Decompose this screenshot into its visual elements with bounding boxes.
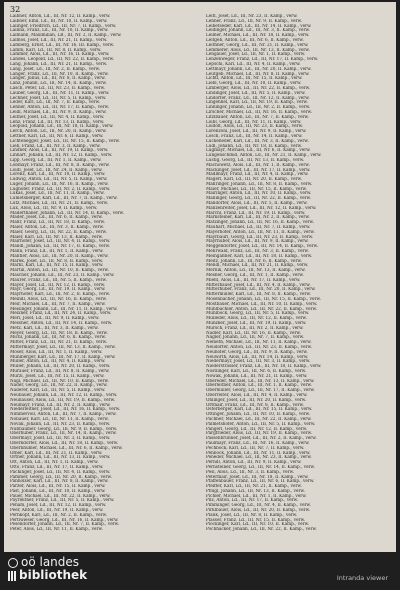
entry-line: Meir, Michael, Ld., III, Nr. 7, II. Kamp., verw.	[10, 301, 106, 306]
entry-line: Neubauer, Johann, Ld., III, Nr. 12, II. Kamp., verw.	[10, 392, 118, 397]
entry-line: Peer, Anton, Ld., III, Nr. 19, II. Kamp., verw.	[10, 508, 104, 513]
viewer-label[interactable]: Intranda viewer	[336, 574, 388, 582]
entry-line: Loidolt, Alois, Ld., III, Nr. 23, II. Kamp., verw.	[206, 124, 304, 129]
entry-line: Nimmervoll, Anton, Ld., III, Nr. 7, II. Kamp., verw.	[10, 412, 117, 417]
logo-text-line2: bibliothek	[19, 568, 88, 582]
entry-line: Oberndorfer, Alois, Ld., III, Nr. 18, II. Kamp., verw.	[10, 440, 119, 445]
entry-line: Pechböck, Karl, Ld., III, Nr. 7, II. Kamp., verw.	[206, 445, 305, 450]
right-text-column	[206, 14, 390, 542]
entry-line: Liebl, Georg, Ld., III, Nr. 10, II. Kamp., verw.	[206, 81, 302, 86]
entry-line: Linninger, Johann, Ld., III, Nr. 2, II. Kamp., verw.	[206, 105, 311, 110]
logo-text-line1: oö landes	[21, 555, 80, 569]
entry-line: Pertlwieser, Georg, Ld., III, Nr. 16, II. Kamp., verw.	[10, 517, 119, 522]
entry-line: Lungenschmid, Anton, Ld., III, Nr. 21, II. Kamp., verw.	[206, 153, 322, 158]
entry-line: Meitz, Johann, Ld., III, Nr. 6, II. Kamp., verw.	[206, 258, 302, 263]
entry-line: Markl, Karl, Ld., III, Nr. 15, II. Kamp., verw.	[10, 263, 104, 268]
entry-line: Luckeneder, Karl, Ld., III, Nr. 3, II. Kamp., verw.	[206, 138, 309, 143]
entry-line: Öhlinger, Josef, Ld., III, Nr. 20, II. Kamp., verw.	[206, 397, 307, 402]
logo-bars-icon	[8, 571, 16, 581]
entry-line: Murauer, Franz, Ld., III, Nr. 8, II. Kamp., verw.	[10, 368, 110, 373]
entry-line: Pesendorfer, Johann, Ld., III, Nr. 7, II. Kamp., verw.	[10, 522, 120, 527]
entry-line: Neudorfer, Anton, Ld., III, Nr. 23, II. Kamp., verw.	[206, 344, 312, 349]
entry-line: Manzenreiter, Josef, Ld., III, Nr. 12, II. Kamp., verw.	[206, 205, 317, 210]
entry-line: Panholzer, Karl, Ld., III, Nr. 8, II. Kamp., verw.	[10, 479, 109, 484]
entry-line: Leibetseder, Karl, Ld., III, Nr. 14, II. Kamp., verw.	[206, 23, 312, 28]
entry-line: Lösch, Franz, Ld., III, Nr. 14, II. Kamp., verw.	[206, 133, 303, 138]
entry-line: Mairhofer, Josef, Ld., III, Nr. 4, II. Kamp., verw.	[10, 239, 111, 244]
entry-line: Mühlberger, Karl, Ld., III, Nr. 17, II. Kamp., verw.	[10, 354, 116, 359]
entry-line: Maier, Anton, Ld., III, Nr. 3, II. Kamp., verw.	[10, 225, 104, 230]
entry-line: Pachinger, Josef, Ld., III, Nr. 4, II. Kamp., verw.	[10, 469, 111, 474]
entry-line: Mittermüller, Karl, Ld., III, Nr. 8, II. Kamp., verw.	[206, 292, 311, 297]
entry-line: Plasser, Franz, Ld., III, Nr. 15, II. Kamp., verw.	[206, 517, 306, 522]
entry-line: Lingenhel, Karl, Ld., III, Nr. 19, II. Kamp., verw.	[206, 100, 308, 105]
entry-line: Lengauer, Josef, Ld., III, Nr. 1, II. Kamp., verw.	[206, 52, 306, 57]
entry-line: Mallinger, Georg, Ld., III, Nr. 22, II. Kamp., verw.	[206, 196, 311, 201]
entry-line: Lorenzoni, Josef, Ld., III, Nr. 9, II. Kamp., verw.	[206, 129, 307, 134]
entry-line: Lobmayr, Franz, Ld., III, Nr. 8, II. Kamp., verw.	[10, 162, 110, 167]
entry-line: Mantler, Alois, Ld., III, Nr. 20, II. Kamp., verw.	[10, 253, 109, 258]
entry-line: Neuwirth, Alois, Ld., III, Nr. 14, II. Kamp., verw.	[206, 354, 309, 359]
entry-line: Mostbauer, Michael, Ld., III, Nr. 10, II. Kamp., verw.	[206, 301, 318, 306]
entry-line: Plöckinger, Karl, Ld., III, Nr. 10, II. Kamp., verw.	[206, 522, 310, 527]
entry-line: Pimminger, Georg, Ld., III, Nr. 4, II. Kamp., verw.	[206, 503, 311, 508]
entry-line: Nemeth, Michael, Ld., III, Nr. 11, II. Kamp., verw.	[206, 340, 312, 345]
entry-line: Lepschi, Karl, Ld., III, Nr. 4, II. Kamp., verw.	[206, 61, 301, 66]
entry-line: Past, Johann, Ld., III, Nr. 10, II. Kamp., verw.	[10, 488, 106, 493]
entry-line: Nader, Georg, Ld., III, Nr. 22, II. Kamp., verw.	[10, 383, 108, 388]
page-number: 32	[10, 5, 21, 14]
entry-line: Leitgeb, Anton, Ld., III, Nr. 6, II. Kamp., verw.	[206, 37, 304, 42]
entry-line: Naderer, Karl, Ld., III, Nr. 5, II. Kamp., verw.	[10, 388, 106, 393]
entry-line: Lichtl, Anton, Ld., III, Nr. 15, II. Kamp., verw.	[206, 76, 303, 81]
entry-line: Nußbaumer, Georg, Ld., III, Nr. 9, II. Kamp., verw.	[10, 426, 118, 431]
entry-line: Ortner, Johann, Ld., III, Nr. 13, II. Kamp., verw.	[10, 455, 111, 460]
entry-line: Litzlbauer, Anton, Ld., III, Nr. 7, II. Kamp., verw.	[206, 114, 309, 119]
entry-line: Marksteiner, Karl, Ld., III, Nr. 2, II. Kamp., verw.	[206, 215, 310, 220]
entry-line: Metz, Karl, Ld., III, Nr. 3, II. Kamp., verw.	[10, 325, 99, 330]
entry-line: Mayrhuber, Alois, Ld., III, Nr. 9, II. Kamp., verw.	[206, 239, 309, 244]
entry-line: Magerl, Karl, Ld., III, Nr. 20, II. Kamp., verw.	[206, 177, 303, 182]
entry-line: Ottinger, Johann, Ld., III, Nr. 10, II. Kamp., verw.	[206, 412, 311, 417]
entry-line: Pauer, Michael, Ld., III, Nr. 22, II. Kamp., verw.	[10, 493, 111, 498]
entry-line: Lauber, Georg, Ld., III, Nr. 11, II. Kamp., verw.	[10, 90, 110, 95]
entry-line: Lenzenweger, Franz, Ld., III, Nr. 17, II. Kamp., verw.	[206, 57, 319, 62]
entry-line: Pammer, Georg, Ld., III, Nr. 20, II. Kamp., verw.	[10, 474, 112, 479]
entry-line: Maier, Michael, Ld., III, Nr. 15, II. Kamp., verw.	[206, 186, 307, 191]
entry-line: Peter, Alois, Ld., III, Nr. 11, II. Kamp., verw.	[10, 527, 103, 532]
entry-line: Lemmerer, Alois, Ld., III, Nr. 13, II. Kamp., verw.	[206, 47, 310, 52]
entry-line: Lamm, Karl, Ld., III, Nr. 8, II. Kamp., verw.	[10, 47, 102, 52]
entry-line: Ott, Anton, Ld., III, Nr. 1, II. Kamp., verw.	[10, 460, 99, 465]
entry-line: Mesner, Georg, Ld., III, Nr. 1, II. Kamp., verw.	[206, 273, 304, 278]
entry-line: Petermair, Josef, Ld., III, Nr. 18, II. Kamp., verw.	[206, 474, 309, 479]
entry-line: Moser, Alois, Ld., III, Nr. 1, II. Kamp., verw.	[10, 349, 103, 354]
entry-line: Pesl, Alois, Ld., III, Nr. 3, II. Kamp., verw.	[206, 469, 295, 474]
entry-line: Mühlbachler, Anton, Ld., III, Nr. 22, II. Kamp., verw.	[206, 306, 317, 311]
entry-line: Perndl, Anton, Ld., III, Nr. 9, II. Kamp., verw.	[206, 460, 302, 465]
entry-line: Mahr, Franz, Ld., III, Nr. 18, II. Kamp., verw.	[10, 220, 106, 225]
entry-line: Langer, Franz, Ld., III, Nr. 10, II. Kamp., verw.	[10, 71, 109, 76]
entry-line: Leimer, Michael, Ld., III, Nr. 18, II. Kamp., verw.	[206, 33, 310, 38]
entry-line: Limberger, Alois, Ld., III, Nr. 22, II. Kamp., verw.	[206, 85, 311, 90]
entry-line: Pichler, Michael, Ld., III, Nr. 1, II. Kamp., verw.	[206, 493, 307, 498]
entry-line: Obereder, Michael, Ld., III, Nr. 13, II. Kamp., verw.	[206, 378, 315, 383]
entry-line: Mernik, Anton, Ld., III, Nr. 13, II. Kamp., verw.	[206, 268, 306, 273]
entry-line: Pachner, Michael, Ld., III, Nr. 22, II. Kamp., verw.	[206, 416, 312, 421]
entry-line: Mascher, Johann, Ld., III, Nr. 23, II. Kamp., verw.	[10, 273, 115, 278]
document-page	[4, 2, 396, 552]
entry-line: Lirscher, Michael, Ld., III, Nr. 16, II. Kamp., verw.	[206, 109, 313, 114]
entry-line: Mitter, Franz, Ld., III, Nr. 21, II. Kamp., verw.	[10, 340, 108, 345]
entry-line: Lammer, Alois, Ld., III, Nr. 16, II. Kamp., verw.	[10, 52, 110, 57]
entry-line: Lustig, Georg, Ld., III, Nr. 13, II. Kamp., verw.	[206, 157, 305, 162]
entry-line: Nöstlinger, Karl, Ld., III, Nr. 6, II. Kamp., verw.	[206, 368, 307, 373]
entry-line: Meisinger, Johann, Ld., III, Nr. 11, II. Kamp., verw.	[10, 306, 118, 311]
entry-line: Peneder, Michael, Ld., III, Nr. 23, II. Kamp., verw.	[206, 455, 312, 460]
entry-line: Matzinger, Johann, Ld., III, Nr. 16, II. Kamp., verw.	[206, 220, 314, 225]
entry-line: Mürzl, Josef, Ld., III, Nr. 15, II. Kamp., verw.	[10, 373, 105, 378]
entry-line: Nagl, Michael, Ld., III, Nr. 10, II. Kamp., verw.	[10, 378, 109, 383]
entry-line: Pernkopf, Karl, Ld., III, Nr. 2, II. Kamp., verw.	[10, 512, 108, 517]
entry-line: Leithner, Georg, Ld., III, Nr. 21, II. Kamp., verw.	[206, 42, 309, 47]
entry-line: Ortmair, Franz, Ld., III, Nr. 8, II. Kamp., verw.	[206, 402, 304, 407]
entry-line: Landes, Leopold, Ld., III, Nr. 22, II. Kamp., verw.	[10, 57, 115, 62]
entry-line: Pehböck, Johann, Ld., III, Nr. 11, II. Kamp., verw.	[206, 450, 311, 455]
entry-line: Mittermayr, Josef, Ld., III, Nr. 13, II. Kamp., verw.	[10, 344, 116, 349]
entry-line: Lipp, Georg, Ld., III, Nr. 1, II. Kamp., verw.	[10, 157, 102, 162]
entry-line: Mayer, Josef, Ld., III, Nr. 12, II. Kamp., verw.	[10, 282, 106, 287]
entry-line: Lang, Johann, Ld., III, Nr. 21, II. Kamp., verw.	[10, 61, 108, 66]
entry-line: Lehner, Franz, Ld., III, Nr. 9, II. Kamp., verw.	[206, 18, 303, 23]
entry-line: Peham, Josef, Ld., III, Nr. 12, II. Kamp., verw.	[10, 503, 107, 508]
entry-line: Nagler, Johann, Ld., III, Nr. 7, II. Kamp., verw.	[206, 335, 305, 340]
entry-line: Mayrhofer, Karl, Ld., III, Nr. 2, II. Kamp., verw.	[10, 292, 111, 297]
entry-line: Machowetz, Alois, Ld., III, Nr. 1, II. Kamp., verw.	[206, 162, 310, 167]
entry-line: Pangerl, Georg, Ld., III, Nr. 12, II. Kamp., verw.	[206, 426, 308, 431]
entry-line: Leopold, Johann, Ld., III, Nr. 18, II. Kamp., verw.	[10, 124, 114, 129]
entry-line: Lettner, Karl, Ld., III, Nr. 6, II. Kamp., verw.	[10, 133, 104, 138]
entry-line: Lalmann, Maximilian, LB., III, Nr. 2, II. Kamp., verw.	[10, 33, 122, 38]
entry-line: Mitterhuber, Franz, Ld., III, Nr. 20, II. Kamp., verw.	[206, 287, 316, 292]
entry-line: Otto, Franz, Ld., III, Nr. 17, II. Kamp., verw.	[10, 464, 104, 469]
entry-line: Lindorfer, Franz, Ld., III, Nr. 12, II. Kamp., verw.	[206, 95, 310, 100]
entry-line: Niedermayr, Josef, Ld., III, Nr. 3, II. Kamp., verw.	[206, 359, 311, 364]
entry-line: Müller, Anton, Ld., III, Nr. 4, II. Kamp., verw.	[10, 359, 106, 364]
entry-line: Leitner, Josef, Ld., III, Nr. 4, II. Kamp., verw.	[10, 114, 105, 119]
entry-line: Nowak, Johann, Ld., III, Nr. 21, II. Kamp., verw.	[206, 373, 308, 378]
entry-line: Maier, Georg, Ld., III, Nr. 22, II. Kamp., verw.	[10, 229, 107, 234]
entry-line: Lehner, Anton, Ld., III, Nr. 17, II. Kamp., verw.	[10, 105, 110, 110]
entry-line: Pfaffenbauer, Franz, Ld., III, Nr. 6, II. Kamp., verw.	[206, 479, 315, 484]
entry-line: Pöchhacker, Johann, Ld., III, Nr. 22, II. Kamp., verw.	[206, 527, 317, 532]
entry-line: Lenz, Franz, Ld., III, Nr. 13, II. Kamp., verw.	[10, 119, 105, 124]
entry-line: Meixner, Franz, Ld., III, Nr. 24, II. Kamp., verw.	[10, 311, 112, 316]
entry-line: Lieb, Franz, Ld., III, Nr. 3, II. Kamp., verw.	[10, 143, 101, 148]
entry-line: Lorenz, Karl, Ld., III, Nr. 10, II. Kamp., verw.	[10, 172, 106, 177]
entry-line: Mayr, Georg, Ld., III, Nr. 19, II. Kamp., verw.	[10, 287, 106, 292]
entry-line: Laibner, Emil, Ld., III, Nr. 10, II. Kamp., verw.	[10, 18, 108, 23]
entry-line: Münzker, Josef, Ld., III, Nr. 19, II. Kamp., verw.	[206, 321, 307, 325]
entry-line: Obernhumer, Michael, Ld., III, Nr. 6, II. Kamp., verw.	[10, 445, 123, 450]
entry-line: Martin, Anton, Ld., III, Nr. 10, II. Kamp., verw.	[10, 268, 109, 273]
entry-line: Leder, Karl, Ld., III, Nr. 7, II. Kamp., verw.	[10, 100, 101, 105]
entry-line: Lindner, Alois, Ld., III, Nr. 19, II. Kamp., verw.	[10, 148, 109, 153]
entry-line: Lanz, Johann, Ld., III, Nr. 14, II. Kamp., verw.	[10, 81, 107, 86]
entry-line: Palmetshofer, Anton, Ld., III, Nr. 5, II. Kamp., verw.	[206, 421, 316, 426]
entry-line: Lutz, Michael, Ld., III, Nr. 21, II. Kamp., verw.	[10, 201, 109, 206]
entry-line: Lerch, Anton, Ld., III, Nr. 20, II. Kamp., verw.	[10, 129, 107, 134]
entry-line: Nöbauer, Karl, Ld., III, Nr. 11, II. Kamp., verw.	[10, 416, 109, 421]
entry-line: Maurer, Franz, Ld., III, Nr. 5, II. Kamp., verw.	[10, 277, 107, 282]
entry-line: Pilz, Anton, Ld., III, Nr. 17, II. Kamp., verw.	[206, 498, 299, 503]
entry-line: Plank, Josef, Ld., III, Nr. 8, II. Kamp., verw.	[206, 512, 298, 517]
entry-line: Mackinger, Josef, Ld., III, Nr. 17, II. Kamp., verw.	[206, 167, 311, 172]
entry-line: Niederstrasser, Franz, Ld., III, Nr. 18, II. Kamp., verw.	[206, 364, 322, 369]
entry-line: Lichtenegger, Josef, Ld., III, Nr. 15, II. Kamp., verw.	[10, 138, 120, 143]
entry-line: Mösenbacher, Johann, Ld., III, Nr. 15, II. Kamp., verw.	[206, 297, 321, 302]
entry-line: Ludwig, Anton, Ld., III, Nr. 5, II. Kamp., verw.	[10, 177, 108, 182]
entry-line: Lallina, Franz, Ld., III, Nr. 10, II. Kamp., verw.	[10, 28, 109, 33]
entry-line: Pargfrieder, Alois, Ld., III, Nr. 19, II. Kamp., verw.	[206, 431, 313, 436]
entry-line: Lukas, Josef, Ld., III, Nr. 11, II. Kamp., verw.	[10, 191, 105, 196]
entry-line: Osterberger, Karl, Ld., III, Nr. 15, II. Kamp., verw.	[206, 407, 313, 412]
entry-line: Mandl, Johann, Ld., III, Nr. 17, II. Kamp., verw.	[10, 244, 111, 249]
entry-line: Payrleitner, Franz, Ld., III, Nr. 5, II. Kamp., verw.	[10, 498, 115, 503]
entry-line: Merl, Josef, Ld., III, Nr. 9, II. Kamp., verw.	[10, 316, 100, 321]
entry-line: Lalinger, Friedrich, Ld., III, Nr. 7, II. Kamp., verw.	[10, 23, 117, 28]
entry-line: Lumetsberger, Karl, Ld., III, Nr. 7, II. Kamp., verw.	[10, 196, 118, 201]
entry-line: Maderthaner, Johann, Ld., III, Nr. 14, II. Kamp., verw.	[10, 210, 125, 215]
entry-line: Obermayr, Josef, Ld., III, Nr. 3, II. Kamp., verw.	[10, 436, 111, 441]
entry-line: Linhart, Johann, Ld., III, Nr. 12, II. Kamp., verw.	[10, 153, 113, 158]
entry-line: Lugmayr, Michael, Ld., III, Nr. 6, II. Kamp., verw.	[206, 148, 311, 153]
entry-line: Mitterbauer, Josef, Ld., III, Nr. 4, II. Kamp., verw.	[206, 282, 311, 287]
entry-line: Neumayr, Franz, Ld., III, Nr. 2, II. Kamp., verw.	[10, 402, 111, 407]
entry-line: Mayrbäurl, Georg, Ld., III, Nr. 23, II. Kamp., verw.	[206, 234, 314, 239]
entry-line: Laibner, Anton, Ld., III, Nr. 12, II. Kamp., verw.	[10, 14, 111, 18]
library-logo[interactable]	[8, 556, 87, 582]
entry-line: Meyer, Georg, Ld., III, Nr. 18, II. Kamp., verw.	[10, 330, 108, 335]
entry-line: Mühlböck, Georg, Ld., III, Nr. 5, II. Kamp., verw.	[206, 311, 310, 316]
entry-line: Oberleitner, Anton, Ld., III, Nr. 1, II. Kamp., verw.	[206, 383, 312, 388]
entry-line: Ludl, Johann, Ld., III, Nr. 18, II. Kamp., verw.	[206, 143, 303, 148]
entry-line: Neuhofer, Georg, Ld., III, Nr. 9, II. Kamp., verw.	[206, 349, 308, 354]
entry-line: Leidinger, Johann, Ld., III, Nr. 3, II. Kamp., verw.	[206, 28, 310, 33]
entry-line: Mursch, Franz, Ld., III, Nr. 2, II. Kamp., verw.	[206, 325, 304, 330]
entry-line: Passenbrunner, Josef, Ld., III, Nr. 2, II. Kamp., verw.	[206, 436, 317, 441]
entry-line: Mann, Franz, Ld., III, Nr. 1, II. Kamp., verw.	[10, 249, 104, 254]
entry-line: Marchl, Franz, Ld., III, Nr. 19, II. Kamp., verw.	[206, 210, 306, 215]
entry-line: Novak, Johann, Ld., III, Nr. 23, II. Kamp., verw.	[10, 421, 111, 426]
entry-line: Meggendorfer, Josef, Ld., III, Nr. 14, II. Kamp., verw.	[206, 244, 319, 249]
entry-line: Lux, Alois, Ld., III, Nr. 9, II. Kamp., verw.	[10, 205, 98, 210]
entry-line: Mießl, Alois, Ld., III, Nr. 17, II. Kamp., verw.	[206, 277, 301, 282]
logo-circle-icon	[8, 558, 18, 568]
entry-line: Oberreiter, Alois, Ld., III, Nr. 4, II. Kamp., verw.	[206, 392, 308, 397]
entry-line: Parzer, Alois, Ld., III, Nr. 15, II. Kamp., verw.	[10, 484, 106, 489]
entry-line: Michl, Johann, Ld., III, Nr. 6, II. Kamp., verw.	[10, 335, 106, 340]
entry-line: Lechner, Josef, Ld., III, Nr. 5, II. Kamp., verw.	[10, 95, 107, 100]
entry-line: Leidl, Michael, Ld., III, Nr. 9, II. Kamp., verw.	[10, 109, 107, 114]
entry-line: Mader, Josef, Ld., III, Nr. 6, II. Kamp., verw.	[10, 215, 103, 220]
entry-line: Obermüller, Georg, Ld., III, Nr. 17, II. Kamp., verw.	[206, 388, 315, 393]
entry-line: Pfeiffer, Karl, Ld., III, Nr. 21, II. Kamp., verw.	[206, 484, 302, 489]
entry-line: Lamberg, Ernst, Ld., III, Nr. 16, III. Kamp., verw.	[10, 42, 115, 47]
entry-line: Meindl, Alois, Ld., III, Nr. 16, II. Kamp., verw.	[10, 297, 107, 302]
entry-line: Oberhuber, Franz, Ld., III, Nr. 14, II. Kamp., verw.	[10, 431, 117, 436]
entry-line: Niederleitner, Josef, Ld., III, Nr. 16, II. Kamp., verw.	[10, 407, 121, 412]
entry-line: Loibl, Georg, Ld., III, Nr. 11, II. Kamp., verw.	[206, 119, 302, 124]
entry-line: Maier, Karl, Ld., III, Nr. 13, II. Kamp., verw.	[10, 234, 103, 239]
entry-line: Ofner, Karl, Ld., III, Nr. 21, II. Kamp., verw.	[10, 450, 103, 455]
entry-line: Paulmayr, Franz, Ld., III, Nr. 16, II. Kamp., verw.	[206, 440, 310, 445]
entry-line: Mairinger, Anton, Ld., III, Nr. 10, II. Kamp., verw.	[206, 191, 312, 196]
left-text-column	[10, 14, 194, 542]
entry-line: Mehrwald, Franz, Ld., III, Nr. 3, II. Kamp., verw.	[206, 249, 309, 254]
entry-line: Loidl, Josef, Ld., III, Nr. 24, II. Kamp., verw.	[10, 167, 103, 172]
entry-line: Langer, Julius, Ld., III, Nr. 8, II. Kamp., verw.	[10, 76, 106, 81]
entry-line: Pirklbauer, Alois, Ld., III, Nr. 20, II. Kamp., verw.	[206, 508, 311, 513]
entry-line: Lettmayr, Johann, Ld., III, Nr. 20, II. Kamp., verw.	[206, 66, 312, 71]
entry-line: Mauhart, Michael, Ld., III, Nr. 7, II. Kamp., verw.	[206, 225, 311, 230]
entry-line: Madlmayr, Franz, Ld., III, Nr. 4, II. Kamp., verw.	[206, 172, 309, 177]
entry-line: Pernsteiner, Georg, Ld., III, Nr. 14, II. Kamp., verw.	[206, 464, 315, 469]
entry-line: Lalmos, Josef, Ld., III, Nr. 21, II. Kamp., verw.	[10, 37, 108, 42]
entry-line: Meingaßner, Karl, Ld., III, Nr. 18, II. Kamp., verw.	[206, 253, 313, 258]
entry-line: Leitl, Josef, Ld., III, Nr. 23, II. Kamp., verw.	[206, 14, 298, 18]
entry-line: Mandorfer, Alois, Ld., III, Nr. 5, II. Kamp., verw.	[206, 201, 308, 206]
entry-line: Lindinger, Josef, Ld., III, Nr. 5, II. Kamp., verw.	[206, 90, 306, 95]
entry-line: Luger, Johann, Ld., III, Nr. 16, II. Kamp., verw.	[10, 181, 109, 186]
entry-line: Messner, Anton, Ld., III, Nr. 14, II. Kamp., verw.	[10, 321, 113, 325]
entry-line: Mahringer, Johann, Ld., III, Nr. 8, II. Kamp., verw.	[206, 181, 313, 186]
entry-line: Neuhauser, Alois, Ld., III, Nr. 19, II. Kamp., verw.	[10, 397, 116, 402]
entry-line: Leutgeb, Michael, Ld., III, Nr. 8, II. Kamp., verw.	[206, 71, 310, 76]
entry-line: Müller, Johann, Ld., III, Nr. 20, II. Kamp., verw.	[10, 364, 111, 369]
entry-line: Lang, Josef, Ld., III, Nr. 2, II. Kamp., verw.	[10, 66, 100, 71]
entry-line: Nadler, Karl, Ld., III, Nr. 16, II. Kamp., verw.	[206, 330, 301, 335]
entry-line: Mülleder, Alois, Ld., III, Nr. 12, II. Kamp., verw.	[206, 316, 307, 321]
entry-line: Mendl, Michael, Ld., III, Nr. 21, II. Kamp., verw.	[206, 263, 309, 268]
entry-line: Marek, Josef, Ld., III, Nr. 8, II. Kamp., verw.	[10, 258, 104, 263]
entry-line: Pflügl, Johann, Ld., III, Nr. 13, II. Kamp., verw.	[206, 488, 305, 493]
entry-line: Lasch, Peter, Ld., III, Nr. 23, II. Kamp., verw.	[10, 85, 106, 90]
entry-line: Mayerhofer, Anton, Ld., III, Nr. 11, II. Kamp., verw.	[206, 229, 315, 234]
entry-line: Lughofer, Franz, Ld., III, Nr. 2, II. Kamp., verw.	[10, 186, 111, 191]
